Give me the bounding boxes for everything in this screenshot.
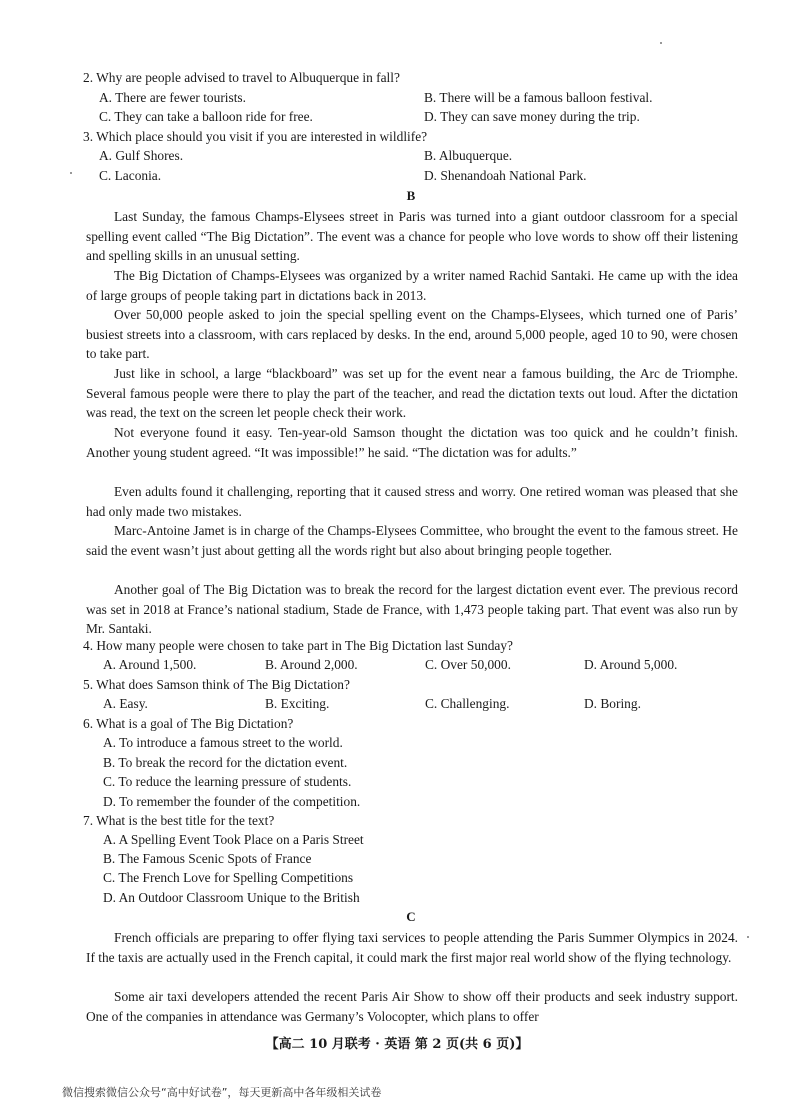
paragraph-text: The Big Dictation of Champs-Elysees was organized by a writer named Rachid Santaki. He came up with the idea of large groups of people taking part in dictations back in 2013. (86, 268, 738, 303)
paragraph-text: Just like in school, a large “blackboard” was set up for the event near a famous building, the Arc de Triomphe. Several famous people were there to play the part of the teacher, and read the dictation texts out loud. After the dictation was read, the text on the screen let people check their work. (86, 366, 738, 421)
question-3-option-d: D. Shenandoah National Park. (424, 168, 587, 183)
watermark-text: 微信搜索微信公众号“高中好试卷”，每天更新高中各年级相关试卷 (62, 1086, 382, 1099)
section-b-paragraph (86, 207, 738, 266)
scan-speck (660, 42, 662, 44)
question-6-option-d: D. To remember the founder of the competition. (103, 794, 361, 809)
paragraph-text: Over 50,000 people asked to join the special spelling event on the Champs-Elysees, which turned one of Paris’ busiest streets into a classroom, with cars replaced by desks. In the end, around 5,000 people, aged 10 to 90, were chosen to take part. (86, 307, 738, 362)
section-b-paragraph (86, 482, 738, 521)
section-b-title: B (406, 188, 416, 203)
question-4-option-b: B. Around 2,000. (265, 657, 358, 672)
question-4-stem: 4. How many people were chosen to take part in The Big Dictation last Sunday? (83, 638, 514, 653)
question-7-stem: 7. What is the best title for the text? (83, 813, 275, 828)
question-2-option-a: A. There are fewer tourists. (99, 90, 246, 105)
question-3-option-a: A. Gulf Shores. (99, 148, 184, 163)
question-7-option-d: D. An Outdoor Classroom Unique to the British (103, 890, 360, 905)
scan-speck (747, 936, 749, 938)
question-3-option-c: C. Laconia. (99, 168, 162, 183)
section-b-paragraph (86, 521, 738, 560)
question-7-option-c: C. The French Love for Spelling Competitions (103, 870, 354, 885)
question-5-option-c: C. Challenging. (425, 696, 510, 711)
paragraph-text: French officials are preparing to offer flying taxi services to people attending the Paris Summer Olympics in 2024. If the taxis are actually used in the French capital, it could mark the first major real world show of the flying technology. (86, 930, 738, 965)
paragraph-text: Another goal of The Big Dictation was to break the record for the largest dictation event ever. The previous record was set in 2018 at France’s national stadium, Stade de France, with 1,473 people taking part. That event was also run by Mr. Santaki. (86, 582, 738, 637)
question-7-option-b: B. The Famous Scenic Spots of France (103, 851, 312, 866)
question-5-option-b: B. Exciting. (265, 696, 330, 711)
question-6-option-b: B. To break the record for the dictation event. (103, 755, 348, 770)
page-footer: 【高二 10 月联考 · 英语 第 2 页(共 6 页)】 (265, 1037, 529, 1052)
section-c-paragraph (86, 928, 738, 967)
section-c-title: C (406, 909, 416, 924)
paragraph-text: Last Sunday, the famous Champs-Elysees street in Paris was turned into a giant outdoor classroom for a special spelling event called “The Big Dictation”. The event was a chance for people who love words to show off their listening and spelling skills in an unusual setting. (86, 209, 738, 264)
question-2-option-d: D. They can save money during the trip. (424, 109, 640, 124)
question-6-option-c: C. To reduce the learning pressure of students. (103, 774, 352, 789)
paragraph-text: Not everyone found it easy. Ten-year-old Samson thought the dictation was too quick and he couldn’t finish. Another young student agreed. “It was impossible!” he said. “The dictation was for adults.” (86, 425, 738, 460)
question-3-stem: 3. Which place should you visit if you are interested in wildlife? (83, 129, 428, 144)
question-2-stem: 2. Why are people advised to travel to Albuquerque in fall? (83, 70, 400, 85)
section-b-paragraph (86, 305, 738, 364)
question-5-option-d: D. Boring. (584, 696, 641, 711)
section-b-paragraph (86, 266, 738, 305)
question-4-option-d: D. Around 5,000. (584, 657, 678, 672)
question-7-option-a: A. A Spelling Event Took Place on a Paris Street (103, 832, 364, 847)
scan-speck (70, 172, 72, 174)
paragraph-text: Some air taxi developers attended the recent Paris Air Show to show off their products and seek industry support. One of the companies in attendance was Germany’s Volocopter, which plans to offer (86, 989, 738, 1024)
question-4-option-c: C. Over 50,000. (425, 657, 511, 672)
section-b-paragraph (86, 580, 738, 639)
question-3-option-b: B. Albuquerque. (424, 148, 513, 163)
question-2-option-b: B. There will be a famous balloon festival. (424, 90, 653, 105)
question-4-option-a: A. Around 1,500. (103, 657, 197, 672)
paragraph-text: Even adults found it challenging, reporting that it caused stress and worry. One retired woman was pleased that she had only made two mistakes. (86, 484, 738, 519)
question-6-option-a: A. To introduce a famous street to the world. (103, 735, 343, 750)
question-6-stem: 6. What is a goal of The Big Dictation? (83, 716, 294, 731)
section-c-paragraph (86, 987, 738, 1026)
question-5-option-a: A. Easy. (103, 696, 148, 711)
section-b-paragraph (86, 364, 738, 423)
paragraph-text: Marc-Antoine Jamet is in charge of the Champs-Elysees Committee, who brought the event to the famous street. He said the event wasn’t just about getting all the words right but also about bringing people together. (86, 523, 738, 558)
question-2-option-c: C. They can take a balloon ride for free. (99, 109, 313, 124)
question-5-stem: 5. What does Samson think of The Big Dictation? (83, 677, 350, 692)
section-b-paragraph (86, 423, 738, 462)
